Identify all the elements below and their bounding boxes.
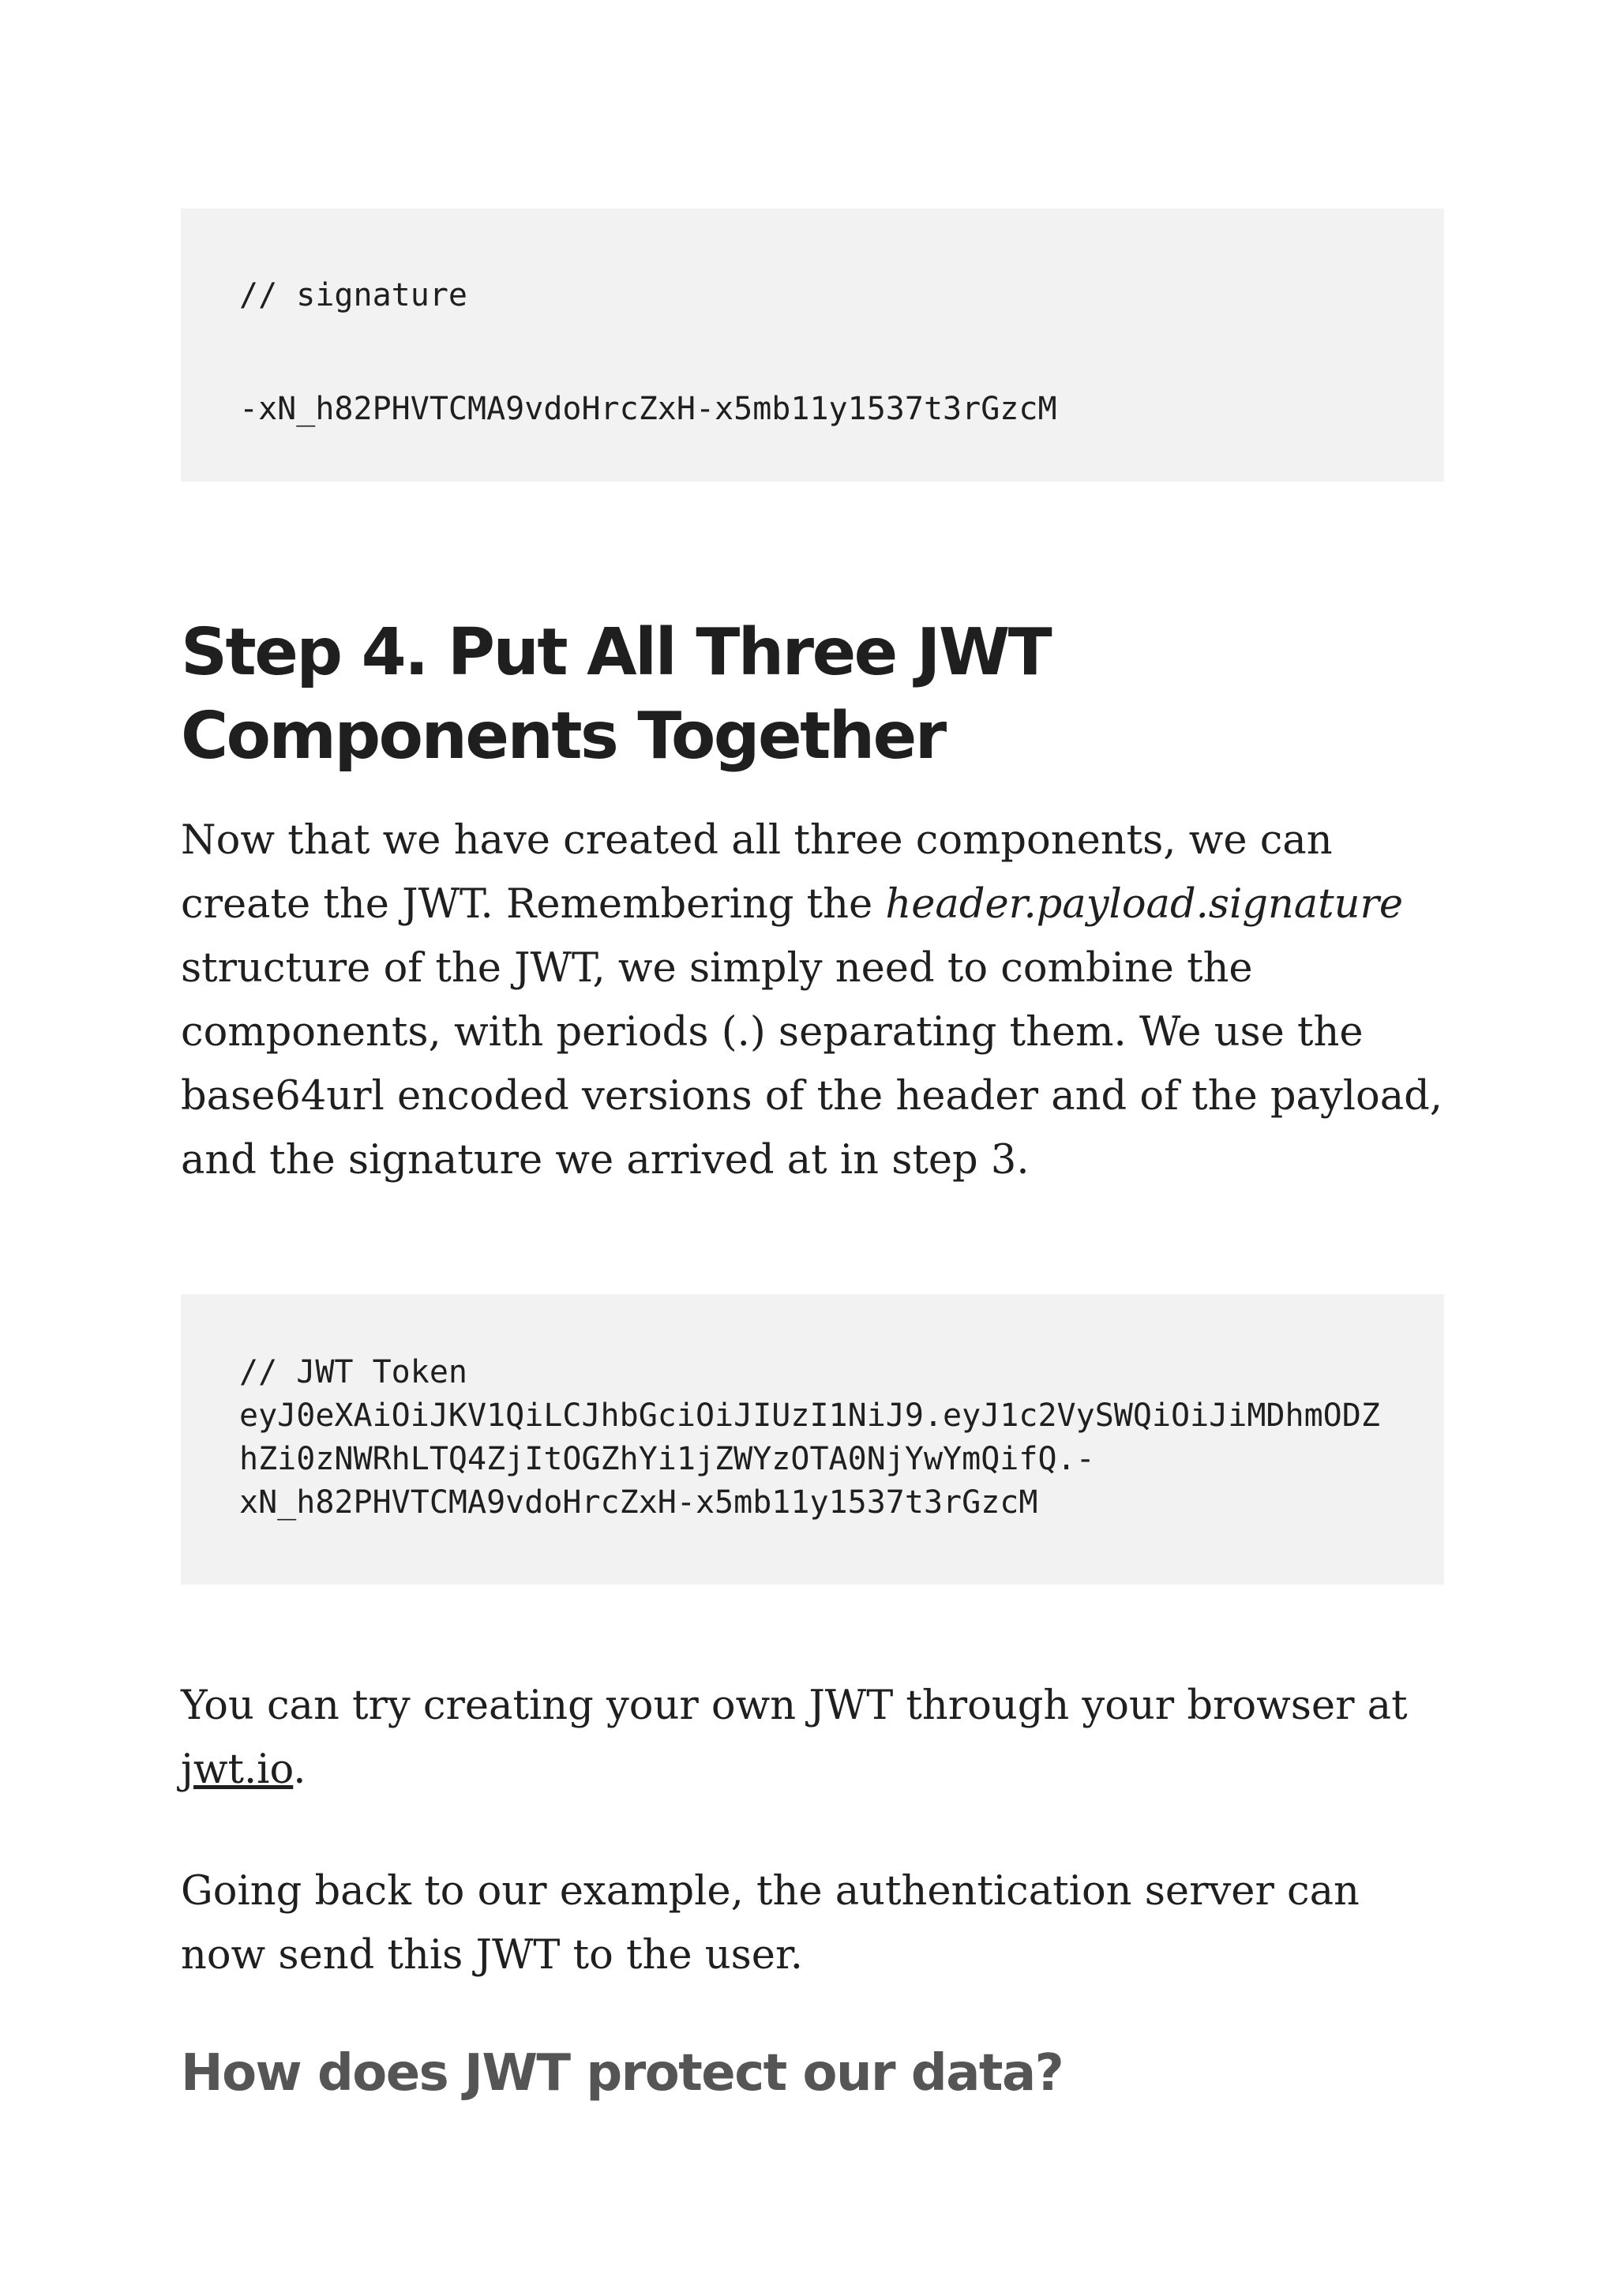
code-line: hZi0zNWRhLTQ4ZjItOGZhYi1jZWYzOTA0NjYwYmQifQ.- (239, 1441, 1095, 1477)
code-line: xN_h82PHVTCMA9vdoHrcZxH-x5mb11y1537t3rGzcM (239, 1484, 1038, 1521)
step-heading: Step 4. Put All Three JWT Components Together (181, 615, 1051, 774)
paragraph-text: You can try creating your own JWT through your browser at (181, 1683, 1408, 1729)
code-blank-line (239, 324, 1386, 381)
paragraph-text: . (293, 1746, 306, 1793)
code-comment: // signature (239, 277, 467, 313)
article-content (181, 208, 1444, 2109)
paragraph-send-jwt: Going back to our example, the authentication server can now send this JWT to the user. (181, 1868, 1360, 1979)
jwt-io-link[interactable]: jwt.io (181, 1746, 294, 1793)
sub-heading: How does JWT protect our data? (181, 2044, 1064, 2103)
code-line: eyJ0eXAiOiJKV1QiLCJhbGciOiJIUzI1NiJ9.eyJ1c2VySWQiOiJiMDhmODZ (239, 1397, 1380, 1434)
signature-value: -xN_h82PHVTCMA9vdoHrcZxH-x5mb11y1537t3rGzcM (239, 391, 1057, 427)
signature-code-block (181, 208, 1444, 482)
paragraph-try-jwt-io (181, 1674, 1444, 1802)
paragraph-text: Now that we have created all three components, we can create the JWT. Remembering the (181, 817, 1333, 928)
paragraph-text: structure of the JWT, we simply need to combine the components, with periods (.) separating them. We use the base64url encoded versions of the header and of the payload, and the signature we arrived at in step 3. (181, 945, 1443, 1184)
code-comment: // JWT Token (239, 1354, 467, 1390)
jwt-token-code-block (181, 1294, 1444, 1585)
paragraph-emphasis: header.payload.signature (885, 881, 1404, 928)
paragraph-combine-components (181, 808, 1444, 1192)
